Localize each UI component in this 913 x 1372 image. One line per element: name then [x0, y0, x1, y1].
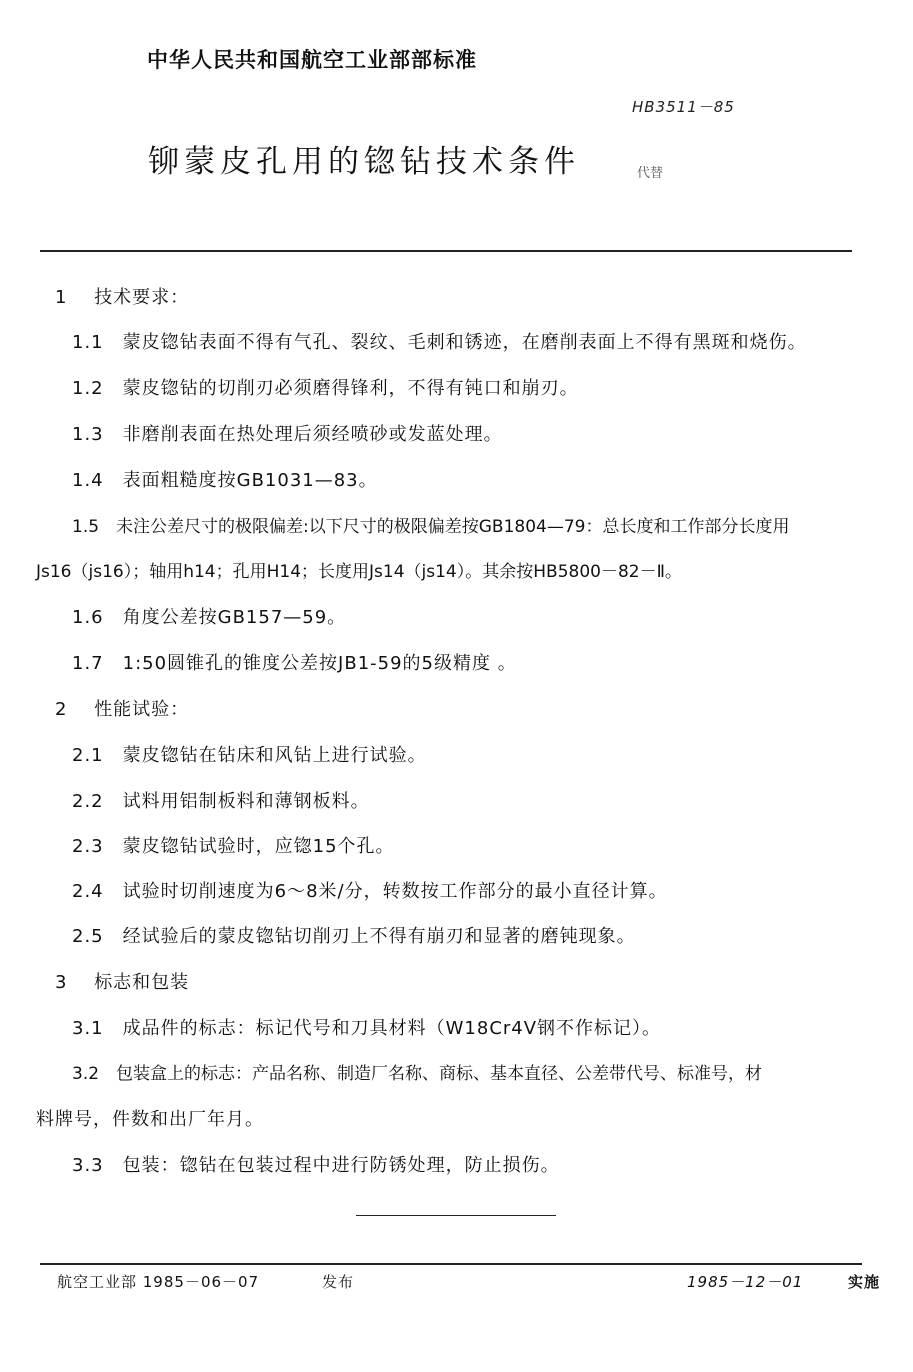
- clause-2-2: 2.2 试料用铝制板料和薄钢板料。: [72, 791, 370, 812]
- implemented-label: 实施: [848, 1273, 881, 1291]
- clause-1-1: 1.1 蒙皮锪钻表面不得有气孔、裂纹、毛刺和锈迹，在磨削表面上不得有黑斑和烧伤。: [72, 332, 807, 353]
- issue-authority-date: 航空工业部 1985－06－07: [57, 1273, 260, 1291]
- clause-3-3: 3.3 包装：锪钻在包装过程中进行防锈处理，防止损伤。: [72, 1155, 560, 1176]
- implementation-date: 1985－12－01: [687, 1273, 804, 1291]
- clause-1-2: 1.2 蒙皮锪钻的切削刃必须磨得锋利，不得有钝口和崩刃。: [72, 378, 579, 399]
- clause-2-5: 2.5 经试验后的蒙皮锪钻切削刃上不得有崩刃和显著的磨钝现象。: [72, 926, 636, 947]
- clause-1-4: 1.4 表面粗糙度按GB1031—83。: [72, 470, 378, 491]
- clause-1-3: 1.3 非磨削表面在热处理后须经喷砂或发蓝处理。: [72, 424, 503, 445]
- section-title: 技术要求：: [94, 287, 190, 308]
- clause-1-5: 1.5 未注公差尺寸的极限偏差:以下尺寸的极限偏差按GB1804—79：总长度和工作部分长度用: [72, 517, 790, 537]
- footer-divider: [40, 1263, 862, 1265]
- clause-3-2-continued: 料牌号，件数和出厂年月。: [36, 1109, 264, 1130]
- header-divider: [40, 250, 852, 252]
- section-number: 2: [55, 699, 68, 720]
- clause-1-6: 1.6 角度公差按GB157—59。: [72, 607, 347, 628]
- clause-1-7: 1.7 1:50圆锥孔的锥度公差按JB1-59的5级精度 。: [72, 653, 517, 674]
- section-number: 1: [55, 287, 68, 308]
- clause-2-4: 2.4 试验时切削速度为6～8米/分，转数按工作部分的最小直径计算。: [72, 881, 668, 902]
- section-title: 标志和包装: [94, 972, 190, 993]
- section-2-heading: [55, 695, 189, 721]
- section-1-heading: [55, 283, 189, 309]
- document-title: 铆蒙皮孔用的锪钻技术条件: [148, 144, 580, 180]
- clause-2-1: 2.1 蒙皮锪钻在钻床和风钻上进行试验。: [72, 745, 427, 766]
- end-of-text-rule: [356, 1215, 556, 1216]
- published-label: 发布: [322, 1273, 355, 1291]
- replaces-label: 代替: [637, 166, 664, 181]
- section-number: 3: [55, 972, 68, 993]
- issuing-organization: 中华人民共和国航空工业部部标准: [147, 48, 477, 72]
- clause-2-3: 2.3 蒙皮锪钻试验时，应锪15个孔。: [72, 836, 395, 857]
- section-title: 性能试验：: [94, 699, 190, 720]
- clause-1-5-continued: Js16（js16）；轴用h14；孔用H14；长度用Js14（js14）。其余按HB5800－82－Ⅱ。: [36, 562, 682, 582]
- clause-3-1: 3.1 成品件的标志：标记代号和刀具材料（W18Cr4V钢不作标记）。: [72, 1018, 662, 1039]
- standard-number: HB3511－85: [632, 98, 735, 116]
- clause-3-2: 3.2 包装盒上的标志：产品名称、制造厂名称、商标、基本直径、公差带代号、标准号，材: [72, 1064, 763, 1084]
- section-3-heading: [55, 968, 189, 994]
